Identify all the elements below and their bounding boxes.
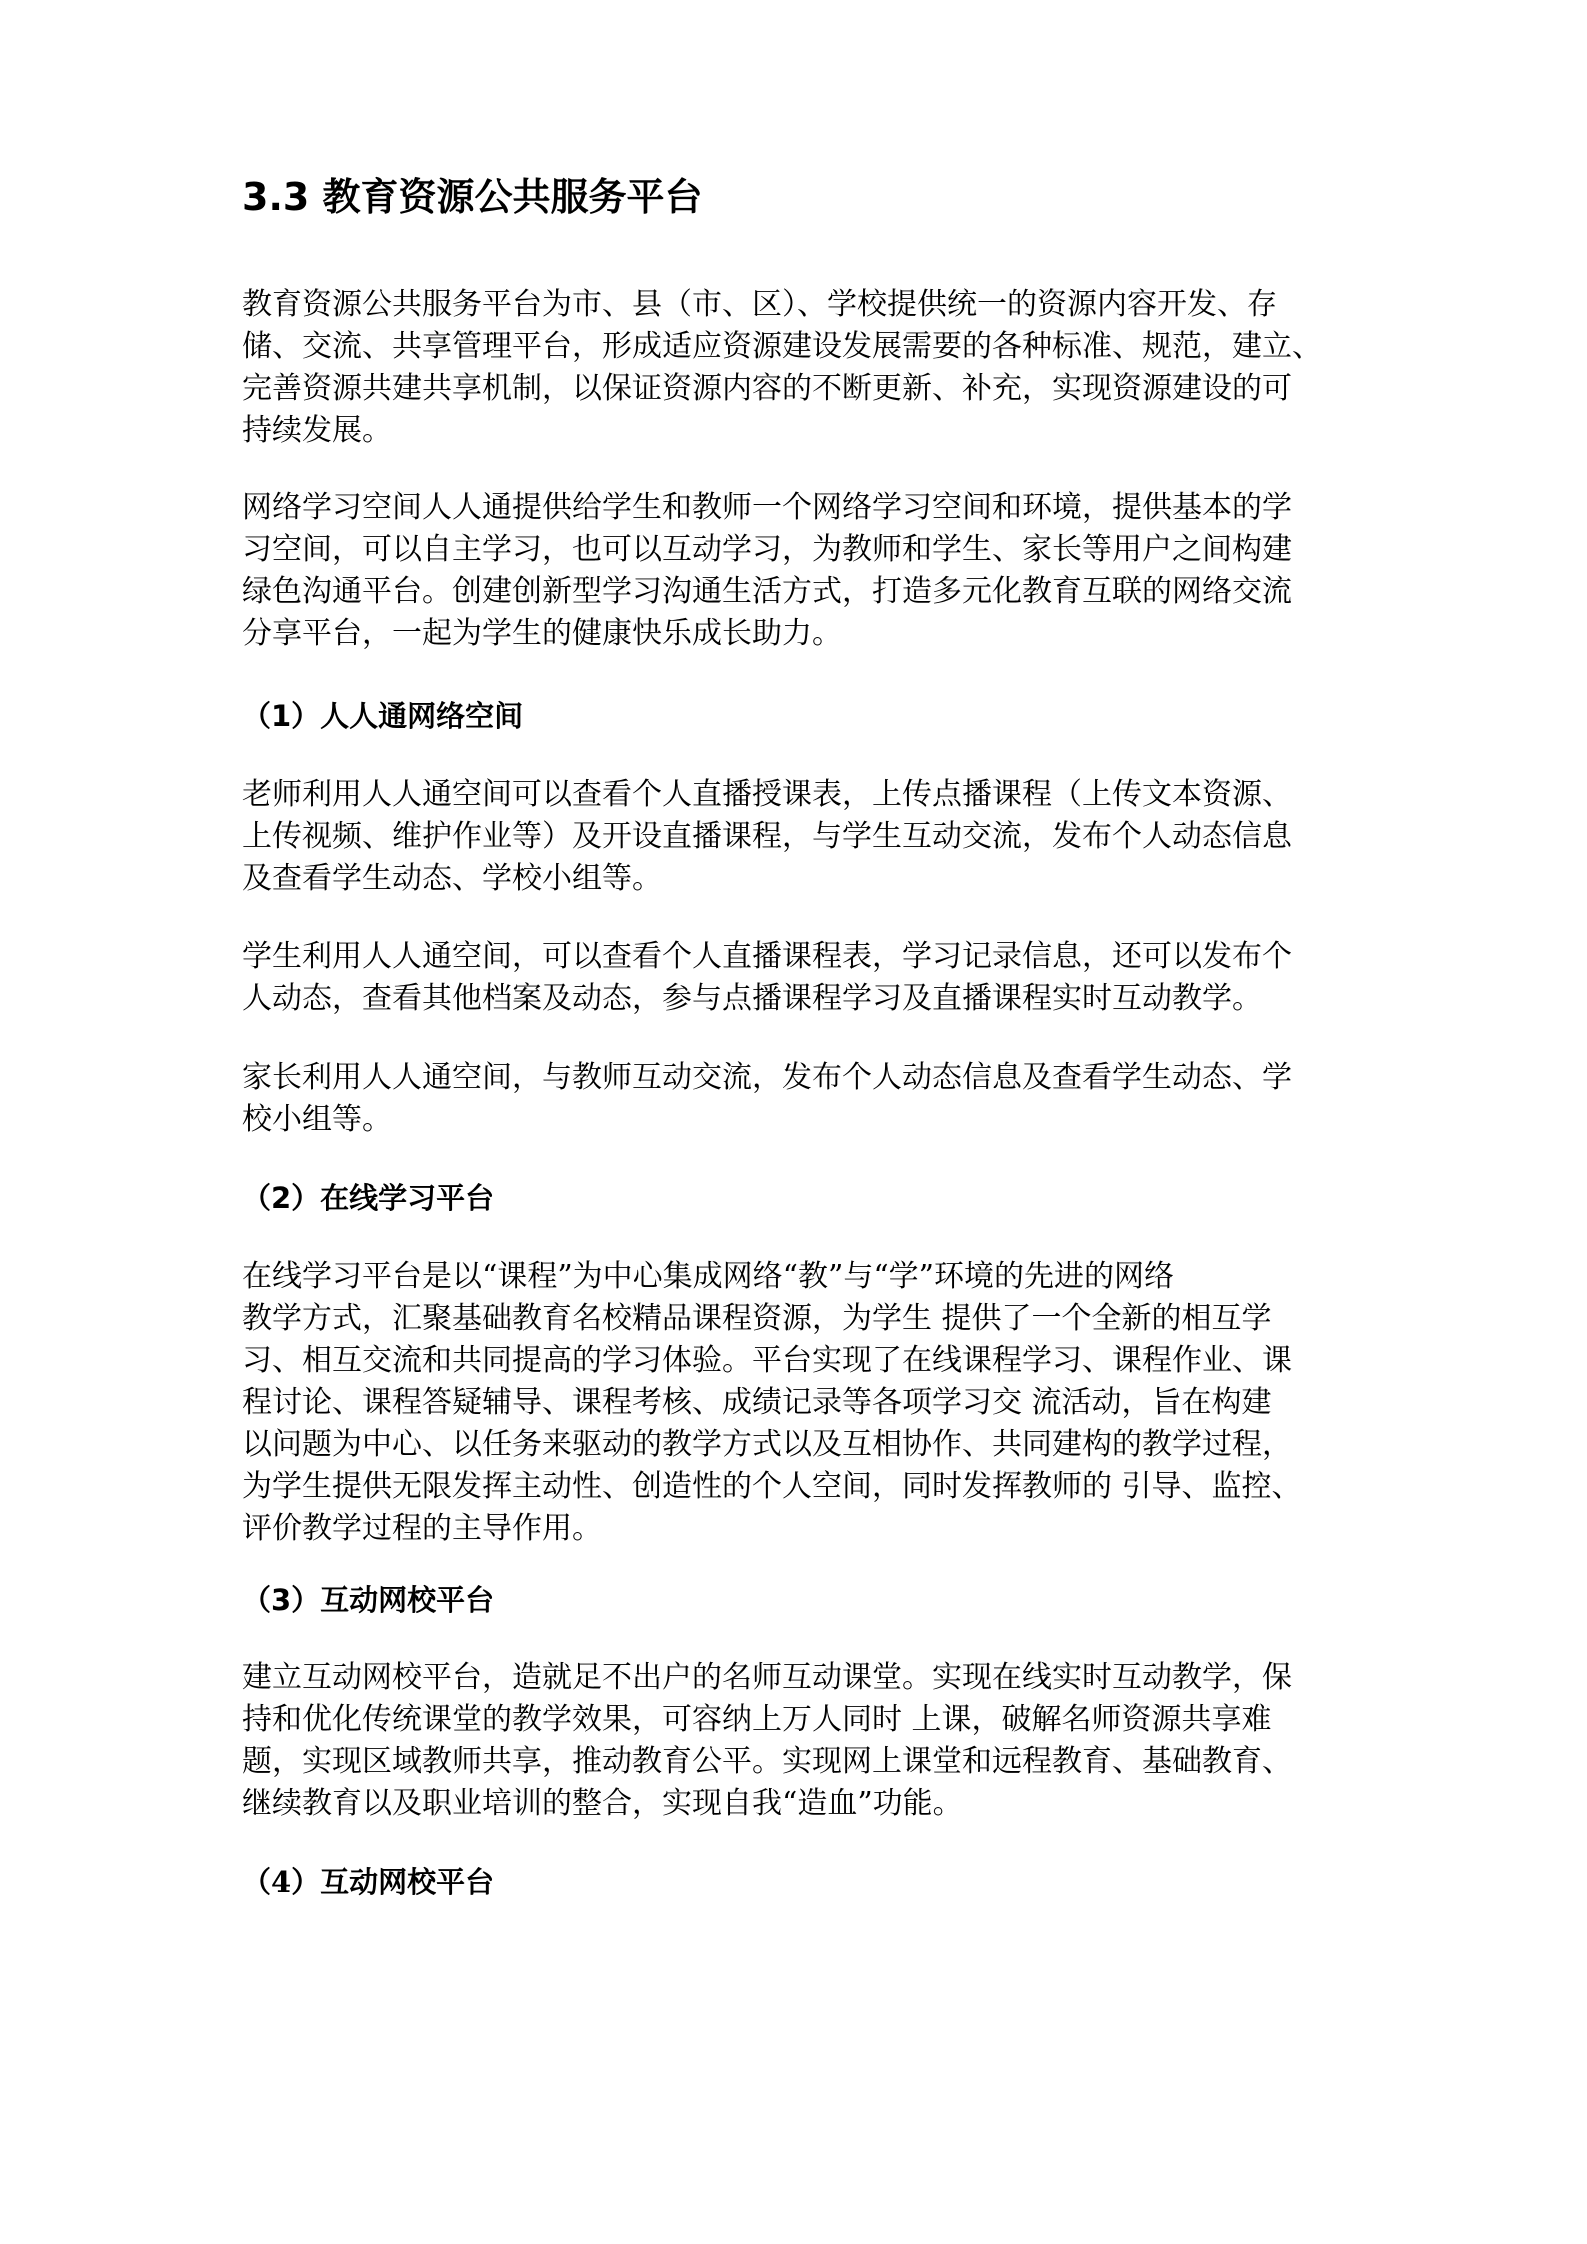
subheading-2: （2）在线学习平台: [242, 1181, 495, 1215]
text-line: 持和优化传统课堂的教学效果，可容纳上万人同时 上课，破解名师资源共享难: [242, 1702, 1272, 1737]
subheading-1: （1）人人通网络空间: [242, 699, 524, 733]
section-title: 3.3 教育资源公共服务平台: [242, 175, 703, 219]
text-line: 在线学习平台是以“课程”为中心集成网络“教”与“学”环境的先进的网络: [242, 1259, 1175, 1294]
text-line: 学生利用人人通空间，可以查看个人直播课程表，学习记录信息，还可以发布个: [242, 939, 1292, 974]
text-line: 建立互动网校平台，造就足不出户的名师互动课堂。实现在线实时互动教学，保: [242, 1660, 1292, 1695]
text-line: 以问题为中心、以任务来驱动的教学方式以及互相协作、共同建构的教学过程，: [242, 1427, 1292, 1462]
text-line: 程讨论、课程答疑辅导、课程考核、成绩记录等各项学习交 流活动，旨在构建: [242, 1385, 1272, 1420]
text-line: 上传视频、维护作业等）及开设直播课程，与学生互动交流，发布个人动态信息: [242, 819, 1292, 854]
text-line: 题，实现区域教师共享，推动教育公平。实现网上课堂和远程教育、基础教育、: [242, 1744, 1292, 1779]
intro-paragraph-1: [242, 284, 1362, 452]
text-line: 持续发展。: [242, 413, 392, 448]
text-line: 人动态，查看其他档案及动态，参与点播课程学习及直播课程实时互动教学。: [242, 981, 1262, 1016]
text-line: 习空间，可以自主学习，也可以互动学习，为教师和学生、家长等用户之间构建: [242, 532, 1292, 567]
text-line: 评价教学过程的主导作用。: [242, 1511, 602, 1546]
text-line: 教学方式，汇聚基础教育名校精品课程资源，为学生 提供了一个全新的相互学: [242, 1301, 1272, 1336]
text-line: 网络学习空间人人通提供给学生和教师一个网络学习空间和环境，提供基本的学: [242, 490, 1292, 525]
section-1-paragraph-1: [242, 774, 1362, 900]
section-1-paragraph-3: [242, 1057, 1362, 1141]
text-line: 教育资源公共服务平台为市、县（市、区）、学校提供统一的资源内容开发、存: [242, 287, 1277, 322]
subheading-4: （4）互动网校平台: [242, 1865, 495, 1899]
intro-paragraph-2: [242, 487, 1362, 655]
section-2-paragraph-1: [242, 1256, 1362, 1550]
text-line: 完善资源共建共享机制，以保证资源内容的不断更新、补充，实现资源建设的可: [242, 371, 1292, 406]
text-line: 继续教育以及职业培训的整合，实现自我“造血”功能。: [242, 1786, 963, 1821]
text-line: 老师利用人人通空间可以查看个人直播授课表，上传点播课程（上传文本资源、: [242, 777, 1292, 812]
text-line: 为学生提供无限发挥主动性、创造性的个人空间，同时发挥教师的 引导、监控、: [242, 1469, 1302, 1504]
section-3-paragraph-1: [242, 1657, 1362, 1825]
text-line: 家长利用人人通空间，与教师互动交流，发布个人动态信息及查看学生动态、学: [242, 1060, 1292, 1095]
text-line: 分享平台，一起为学生的健康快乐成长助力。: [242, 616, 842, 651]
subheading-3: （3）互动网校平台: [242, 1583, 495, 1617]
text-line: 绿色沟通平台。创建创新型学习沟通生活方式，打造多元化教育互联的网络交流: [242, 574, 1292, 609]
text-line: 及查看学生动态、学校小组等。: [242, 861, 662, 896]
text-line: 习、相互交流和共同提高的学习体验。平台实现了在线课程学习、课程作业、课: [242, 1343, 1292, 1378]
text-line: 储、交流、共享管理平台，形成适应资源建设发展需要的各种标准、规范，建立、: [242, 329, 1322, 364]
text-line: 校小组等。: [242, 1102, 392, 1137]
section-1-paragraph-2: [242, 936, 1362, 1020]
